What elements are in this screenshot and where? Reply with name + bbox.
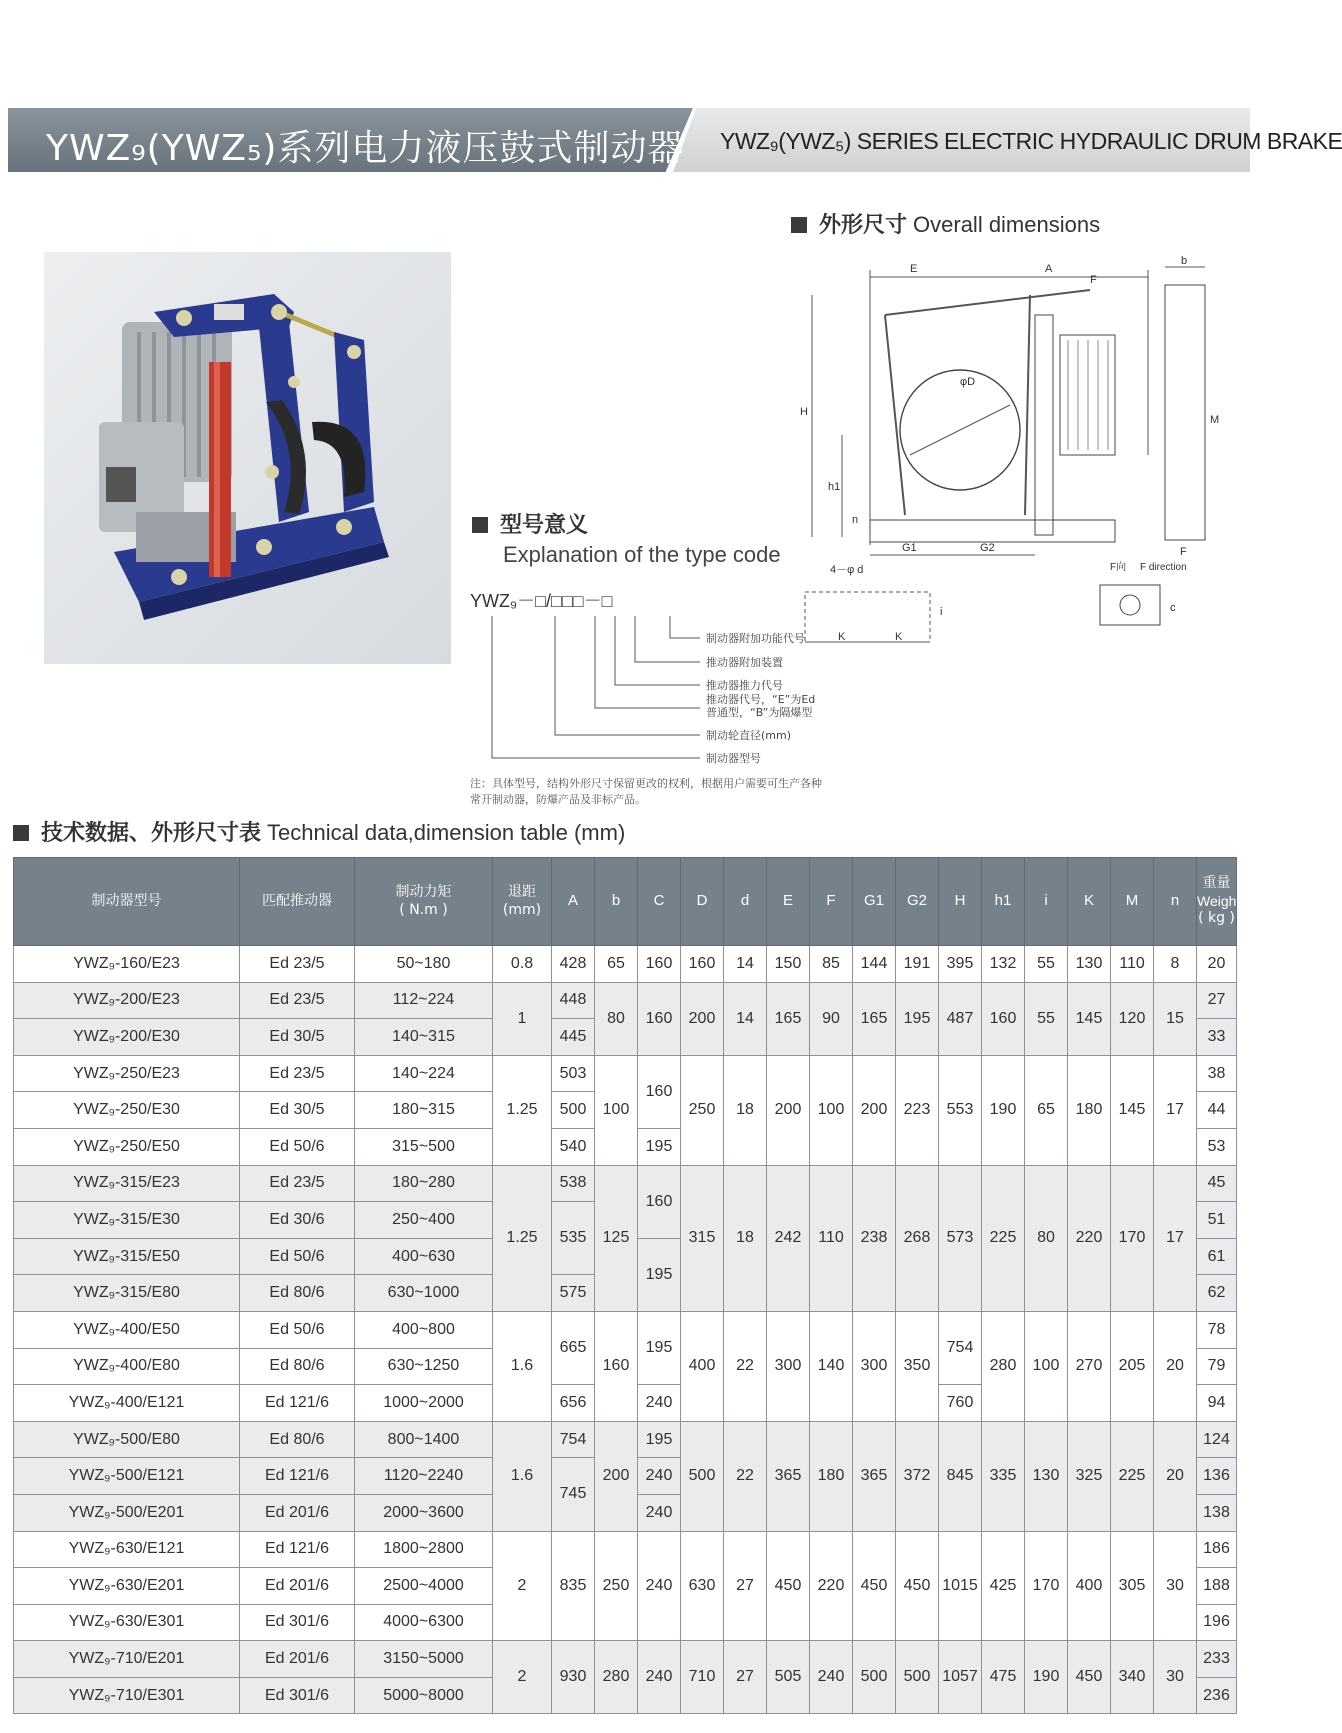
table-cell: 195 — [638, 1128, 681, 1165]
table-cell: YWZ₉-250/E50 — [14, 1128, 240, 1165]
table-cell: 80 — [1025, 1165, 1068, 1311]
svg-text:K: K — [895, 631, 903, 643]
table-cell: Ed 50/6 — [240, 1238, 355, 1275]
table-cell: 2 — [493, 1641, 552, 1714]
table-cell: 225 — [1111, 1421, 1154, 1531]
table-cell: 180~315 — [355, 1092, 493, 1129]
table-cell: 270 — [1068, 1311, 1111, 1421]
table-cell: 195 — [638, 1238, 681, 1311]
table-cell: 3150~5000 — [355, 1641, 493, 1678]
table-cell: 1000~2000 — [355, 1385, 493, 1422]
table-cell: 79 — [1197, 1348, 1237, 1385]
table-cell: 195 — [896, 982, 939, 1055]
table-cell: 300 — [853, 1311, 896, 1421]
table-cell: 630~1000 — [355, 1275, 493, 1312]
table-cell: 1057 — [939, 1641, 982, 1714]
table-cell: 2500~4000 — [355, 1568, 493, 1605]
square-bullet-icon — [791, 217, 807, 233]
col-d: d — [724, 858, 767, 946]
table-cell: 236 — [1197, 1677, 1237, 1714]
table-cell: 540 — [552, 1128, 595, 1165]
col-model: 制动器型号 — [14, 858, 240, 946]
table-cell: YWZ₉-250/E23 — [14, 1055, 240, 1092]
table-cell: 180~280 — [355, 1165, 493, 1202]
col-i: i — [1025, 858, 1068, 946]
table-cell: 22 — [724, 1311, 767, 1421]
table-cell: 250 — [681, 1055, 724, 1165]
table-cell: 160 — [681, 946, 724, 983]
table-cell: 94 — [1197, 1385, 1237, 1422]
table-cell: 130 — [1025, 1421, 1068, 1531]
table-cell: 140~224 — [355, 1055, 493, 1092]
table-cell: 186 — [1197, 1531, 1237, 1568]
table-cell: 20 — [1197, 946, 1237, 983]
svg-text:h1: h1 — [828, 481, 841, 493]
table-row — [14, 1165, 1292, 1202]
table-cell: 400~800 — [355, 1311, 493, 1348]
table-cell: 500 — [681, 1421, 724, 1531]
col-A: A — [552, 858, 595, 946]
typecode-diagram — [470, 590, 950, 790]
table-cell: 845 — [939, 1421, 982, 1531]
table-cell: 1.6 — [493, 1311, 552, 1421]
table-cell: Ed 80/6 — [240, 1275, 355, 1312]
svg-text:F: F — [1180, 546, 1187, 558]
table-cell: YWZ₉-400/E50 — [14, 1311, 240, 1348]
table-cell: 428 — [552, 946, 595, 983]
techdata-heading: 技术数据、外形尺寸表 Technical data,dimension table (mm) — [13, 816, 625, 847]
table-cell: 5000~8000 — [355, 1677, 493, 1714]
svg-text:c: c — [1170, 602, 1176, 614]
svg-text:n: n — [852, 514, 859, 526]
table-cell: Ed 121/6 — [240, 1531, 355, 1568]
svg-text:制动轮直径(mm): 制动轮直径(mm) — [706, 729, 792, 742]
col-torque: 制动力矩 ( N.m ) — [355, 858, 493, 946]
table-cell: 33 — [1197, 1019, 1237, 1056]
table-cell: 20 — [1154, 1311, 1197, 1421]
table-cell: 835 — [552, 1531, 595, 1641]
table-cell: 340 — [1111, 1641, 1154, 1714]
table-cell: YWZ₉-500/E121 — [14, 1458, 240, 1495]
svg-text:F direction: F direction — [1140, 562, 1187, 573]
table-row — [14, 1055, 1292, 1092]
table-cell: 745 — [552, 1458, 595, 1531]
table-cell: 85 — [810, 946, 853, 983]
table-cell: 200 — [853, 1055, 896, 1165]
table-cell: 20 — [1154, 1421, 1197, 1531]
table-cell: 240 — [638, 1531, 681, 1641]
table-cell: YWZ₉-315/E80 — [14, 1275, 240, 1312]
table-cell: 44 — [1197, 1092, 1237, 1129]
col-H: H — [939, 858, 982, 946]
table-cell: 280 — [982, 1311, 1025, 1421]
table-cell: 65 — [1025, 1055, 1068, 1165]
overall-dimensions-heading: 外形尺寸 Overall dimensions — [791, 208, 1100, 239]
table-cell: 630~1250 — [355, 1348, 493, 1385]
table-cell: YWZ₉-250/E30 — [14, 1092, 240, 1129]
table-cell: 335 — [982, 1421, 1025, 1531]
col-n: n — [1154, 858, 1197, 946]
table-cell: 136 — [1197, 1458, 1237, 1495]
table-cell: 165 — [853, 982, 896, 1055]
typecode-subtitle: Explanation of the type code — [503, 542, 781, 567]
table-cell: 140~315 — [355, 1019, 493, 1056]
table-cell: 575 — [552, 1275, 595, 1312]
table-cell: 240 — [638, 1385, 681, 1422]
table-cell: Ed 50/6 — [240, 1311, 355, 1348]
table-cell: 160 — [638, 1165, 681, 1238]
table-cell: 365 — [767, 1421, 810, 1531]
col-M: M — [1111, 858, 1154, 946]
table-cell: 503 — [552, 1055, 595, 1092]
svg-text:i: i — [940, 606, 943, 618]
svg-text:F: F — [1090, 274, 1097, 286]
title-cn: YWZ₉(YWZ₅)系列电力液压鼓式制动器 — [46, 128, 685, 169]
table-cell: 160 — [638, 946, 681, 983]
table-cell: 300 — [767, 1311, 810, 1421]
table-cell: 450 — [853, 1531, 896, 1641]
table-cell: 242 — [767, 1165, 810, 1311]
table-cell: 27 — [724, 1531, 767, 1641]
table-cell: 754 — [939, 1311, 982, 1384]
title-en: YWZ₉(YWZ₅) SERIES ELECTRIC HYDRAULIC DRUM BRAKE — [720, 128, 1342, 154]
table-cell: 17 — [1154, 1055, 1197, 1165]
table-cell: 160 — [595, 1311, 638, 1421]
table-cell: 1015 — [939, 1531, 982, 1641]
table-cell: 1.25 — [493, 1165, 552, 1311]
table-cell: YWZ₉-315/E50 — [14, 1238, 240, 1275]
table-cell: Ed 23/5 — [240, 946, 355, 983]
svg-text:φD: φD — [960, 376, 976, 388]
table-cell: 145 — [1111, 1055, 1154, 1165]
table-cell: Ed 23/5 — [240, 1165, 355, 1202]
table-cell: 180 — [1068, 1055, 1111, 1165]
table-cell: 15 — [1154, 982, 1197, 1055]
table-cell: 930 — [552, 1641, 595, 1714]
svg-text:推动器附加装置: 推动器附加装置 — [706, 656, 783, 669]
col-C: C — [638, 858, 681, 946]
table-cell: 190 — [1025, 1641, 1068, 1714]
table-cell: YWZ₉-630/E121 — [14, 1531, 240, 1568]
table-cell: 1120~2240 — [355, 1458, 493, 1495]
table-cell: 205 — [1111, 1311, 1154, 1421]
table-cell: 800~1400 — [355, 1421, 493, 1458]
table-cell: 450 — [1068, 1641, 1111, 1714]
table-cell: YWZ₉-400/E80 — [14, 1348, 240, 1385]
svg-text:普通型，“B”为隔爆型: 普通型，“B”为隔爆型 — [706, 706, 813, 719]
table-cell: 425 — [982, 1531, 1025, 1641]
table-cell: 188 — [1197, 1568, 1237, 1605]
table-cell: 487 — [939, 982, 982, 1055]
col-F: F — [810, 858, 853, 946]
table-cell: 450 — [767, 1531, 810, 1641]
square-bullet-icon — [472, 517, 488, 533]
table-cell: 200 — [767, 1055, 810, 1165]
table-cell: 505 — [767, 1641, 810, 1714]
table-cell: Ed 23/5 — [240, 1055, 355, 1092]
table-cell: Ed 301/6 — [240, 1677, 355, 1714]
table-cell: 45 — [1197, 1165, 1237, 1202]
table-cell: 160 — [638, 1055, 681, 1128]
table-cell: 760 — [939, 1385, 982, 1422]
table-cell: 2 — [493, 1531, 552, 1641]
table-cell: 100 — [1025, 1311, 1068, 1421]
table-cell: 62 — [1197, 1275, 1237, 1312]
table-cell: 240 — [638, 1458, 681, 1495]
table-cell: 573 — [939, 1165, 982, 1311]
table-cell: 17 — [1154, 1165, 1197, 1311]
table-cell: 196 — [1197, 1604, 1237, 1641]
table-cell: 160 — [982, 982, 1025, 1055]
table-cell: 240 — [638, 1641, 681, 1714]
table-cell: 400~630 — [355, 1238, 493, 1275]
col-E: E — [767, 858, 810, 946]
table-cell: 14 — [724, 982, 767, 1055]
typecode-tree — [470, 590, 950, 790]
table-cell: Ed 50/6 — [240, 1128, 355, 1165]
table-cell: 191 — [896, 946, 939, 983]
table-cell: 78 — [1197, 1311, 1237, 1348]
table-cell: YWZ₉-315/E23 — [14, 1165, 240, 1202]
table-cell: YWZ₉-200/E30 — [14, 1019, 240, 1056]
table-cell: 140 — [810, 1311, 853, 1421]
svg-text:YWZ₉－□/□□□－□: YWZ₉－□/□□□－□ — [470, 591, 613, 611]
table-cell: 90 — [810, 982, 853, 1055]
table-cell: 200 — [595, 1421, 638, 1531]
table-cell: 305 — [1111, 1531, 1154, 1641]
table-cell: YWZ₉-200/E23 — [14, 982, 240, 1019]
table-cell: 220 — [1068, 1165, 1111, 1311]
table-cell: 55 — [1025, 946, 1068, 983]
table-cell: 280 — [595, 1641, 638, 1714]
table-cell: 100 — [595, 1055, 638, 1165]
table-cell: 400 — [1068, 1531, 1111, 1641]
table-cell: 165 — [767, 982, 810, 1055]
table-cell: 315~500 — [355, 1128, 493, 1165]
table-cell: 448 — [552, 982, 595, 1019]
table-cell: 1800~2800 — [355, 1531, 493, 1568]
table-cell: 150 — [767, 946, 810, 983]
table-cell: YWZ₉-315/E30 — [14, 1202, 240, 1239]
table-cell: 125 — [595, 1165, 638, 1311]
table-cell: Ed 30/6 — [240, 1202, 355, 1239]
table-cell: 350 — [896, 1311, 939, 1421]
table-cell: Ed 301/6 — [240, 1604, 355, 1641]
table-cell: 225 — [982, 1165, 1025, 1311]
table-cell: 665 — [552, 1311, 595, 1384]
table-cell: 445 — [552, 1019, 595, 1056]
table-cell: 160 — [638, 982, 681, 1055]
table-cell: YWZ₉-630/E201 — [14, 1568, 240, 1605]
svg-text:H: H — [800, 406, 808, 418]
table-cell: 220 — [810, 1531, 853, 1641]
table-cell: 233 — [1197, 1641, 1237, 1678]
table-cell: 61 — [1197, 1238, 1237, 1275]
table-cell: 51 — [1197, 1202, 1237, 1239]
header-bar — [8, 108, 1342, 172]
table-cell: 238 — [853, 1165, 896, 1311]
col-weight: 重量 Weight ( kg ) — [1197, 858, 1237, 946]
typecode-heading: 型号意义 — [472, 508, 588, 539]
table-header-row — [14, 858, 1292, 946]
table-cell: 120 — [1111, 982, 1154, 1055]
svg-text:推动器代号，“E”为Ed: 推动器代号，“E”为Ed — [706, 693, 816, 706]
table-cell: 190 — [982, 1055, 1025, 1165]
table-cell: 500 — [853, 1641, 896, 1714]
table-cell: 27 — [1197, 982, 1237, 1019]
table-cell: 145 — [1068, 982, 1111, 1055]
col-clearance: 退距 (mm) — [493, 858, 552, 946]
table-row — [14, 1311, 1292, 1348]
square-bullet-icon — [13, 825, 29, 841]
table-cell: 450 — [896, 1531, 939, 1641]
table-cell: 400 — [681, 1311, 724, 1421]
table-cell: Ed 201/6 — [240, 1641, 355, 1678]
table-cell: YWZ₉-630/E301 — [14, 1604, 240, 1641]
techdata-table — [13, 857, 1292, 1714]
table-cell: 30 — [1154, 1531, 1197, 1641]
svg-text:4－φ d: 4－φ d — [830, 564, 864, 576]
table-cell: 53 — [1197, 1128, 1237, 1165]
col-G1: G1 — [853, 858, 896, 946]
table-cell: 200 — [681, 982, 724, 1055]
drum-brake-illustration — [44, 252, 451, 664]
table-cell: 630 — [681, 1531, 724, 1641]
table-cell: YWZ₉-710/E301 — [14, 1677, 240, 1714]
table-cell: YWZ₉-500/E80 — [14, 1421, 240, 1458]
table-cell: Ed 121/6 — [240, 1385, 355, 1422]
product-photo — [44, 252, 451, 664]
svg-text:制动器型号: 制动器型号 — [706, 752, 761, 765]
table-cell: 250~400 — [355, 1202, 493, 1239]
table-cell: 50~180 — [355, 946, 493, 983]
typecode-note: 注：具体型号，结构外形尺寸保留更改的权利，根据用户需要可生产各种 常开制动器，防爆产品及非标产品。 — [470, 777, 822, 806]
table-cell: Ed 121/6 — [240, 1458, 355, 1495]
table-cell: 38 — [1197, 1055, 1237, 1092]
svg-text:M: M — [1210, 414, 1220, 426]
svg-text:推动器推力代号: 推动器推力代号 — [706, 679, 783, 692]
svg-text:G2: G2 — [980, 542, 995, 554]
table-row — [14, 946, 1292, 983]
table-row — [14, 1641, 1292, 1678]
table-cell: Ed 30/5 — [240, 1019, 355, 1056]
table-cell: 55 — [1025, 982, 1068, 1055]
table-cell: Ed 201/6 — [240, 1568, 355, 1605]
table-cell: 1 — [493, 982, 552, 1055]
table-cell: YWZ₉-500/E201 — [14, 1494, 240, 1531]
table-cell: 22 — [724, 1421, 767, 1531]
table-cell: 656 — [552, 1385, 595, 1422]
table-cell: 500 — [896, 1641, 939, 1714]
table-cell: 195 — [638, 1421, 681, 1458]
svg-text:K: K — [838, 631, 846, 643]
table-cell: 4000~6300 — [355, 1604, 493, 1641]
table-cell: 110 — [810, 1165, 853, 1311]
table-cell: YWZ₉-400/E121 — [14, 1385, 240, 1422]
table-cell: 180 — [810, 1421, 853, 1531]
table-cell: 112~224 — [355, 982, 493, 1019]
table-cell: 535 — [552, 1202, 595, 1275]
table-cell: 553 — [939, 1055, 982, 1165]
svg-text:E: E — [910, 263, 918, 275]
col-K: K — [1068, 858, 1111, 946]
col-h1: h1 — [982, 858, 1025, 946]
table-cell: 325 — [1068, 1421, 1111, 1531]
table-cell: 710 — [681, 1641, 724, 1714]
table-cell: 1.6 — [493, 1421, 552, 1531]
table-cell: Ed 201/6 — [240, 1494, 355, 1531]
table-cell: YWZ₉-710/E201 — [14, 1641, 240, 1678]
table-cell: 30 — [1154, 1641, 1197, 1714]
svg-text:G1: G1 — [902, 542, 917, 554]
table-row — [14, 982, 1292, 1019]
table-cell: 754 — [552, 1421, 595, 1458]
table-cell: 365 — [853, 1421, 896, 1531]
table-cell: 124 — [1197, 1421, 1237, 1458]
table-cell: 100 — [810, 1055, 853, 1165]
table-cell: Ed 23/5 — [240, 982, 355, 1019]
table-cell: 223 — [896, 1055, 939, 1165]
table-cell: Ed 30/5 — [240, 1092, 355, 1129]
table-cell: 240 — [810, 1641, 853, 1714]
table-cell: 132 — [982, 946, 1025, 983]
table-cell: 315 — [681, 1165, 724, 1311]
table-cell: 395 — [939, 946, 982, 983]
table-cell: 250 — [595, 1531, 638, 1641]
table-cell: 80 — [595, 982, 638, 1055]
table-cell: 0.8 — [493, 946, 552, 983]
table-cell: 195 — [638, 1311, 681, 1384]
svg-text:b: b — [1181, 255, 1188, 267]
table-cell: 500 — [552, 1092, 595, 1129]
table-cell: 170 — [1111, 1165, 1154, 1311]
table-cell: Ed 80/6 — [240, 1348, 355, 1385]
col-D: D — [681, 858, 724, 946]
table-cell: 8 — [1154, 946, 1197, 983]
svg-text:F向: F向 — [1110, 562, 1127, 573]
techdata-table-wrapper — [13, 857, 1250, 1714]
col-G2: G2 — [896, 858, 939, 946]
table-cell: 14 — [724, 946, 767, 983]
table-cell: 1.25 — [493, 1055, 552, 1165]
table-cell: 475 — [982, 1641, 1025, 1714]
table-cell: 372 — [896, 1421, 939, 1531]
table-cell: Ed 80/6 — [240, 1421, 355, 1458]
table-cell: YWZ₉-160/E23 — [14, 946, 240, 983]
col-actuator: 匹配推动器 — [240, 858, 355, 946]
table-cell: 240 — [638, 1494, 681, 1531]
table-cell: 65 — [595, 946, 638, 983]
table-cell: 2000~3600 — [355, 1494, 493, 1531]
table-row — [14, 1531, 1292, 1568]
table-cell: 170 — [1025, 1531, 1068, 1641]
svg-text:A: A — [1045, 263, 1053, 275]
svg-text:制动器附加功能代号: 制动器附加功能代号 — [706, 632, 805, 645]
table-cell: 18 — [724, 1055, 767, 1165]
table-cell: 110 — [1111, 946, 1154, 983]
table-cell: 268 — [896, 1165, 939, 1311]
table-cell: 18 — [724, 1165, 767, 1311]
table-cell: 27 — [724, 1641, 767, 1714]
table-cell: 130 — [1068, 946, 1111, 983]
table-row — [14, 1421, 1292, 1458]
table-cell: 144 — [853, 946, 896, 983]
table-cell: 138 — [1197, 1494, 1237, 1531]
table-cell: 538 — [552, 1165, 595, 1202]
col-b: b — [595, 858, 638, 946]
